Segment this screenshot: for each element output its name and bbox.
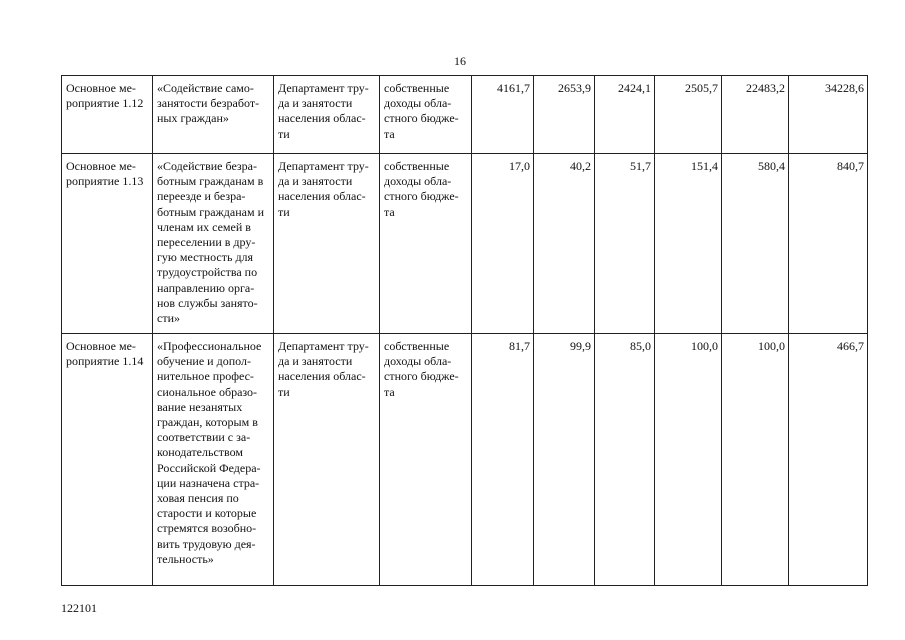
description-cell	[153, 76, 274, 154]
event-description: «Содействие безра- ботным гражданам в переезде и безра- ботным гражданам и членам их семей в переселении в дру- гую местность для трудоустройства по направлению орга- нов службы занято- сти»	[157, 159, 265, 326]
total-value-cell: 34228,6	[789, 76, 868, 154]
table-row	[62, 154, 868, 334]
value-cell: 17,0	[472, 154, 534, 334]
total-value-cell: 466,7	[789, 334, 868, 586]
value-cell: 85,0	[595, 334, 655, 586]
event-cell	[62, 334, 153, 586]
event-name: Основное ме- роприятие 1.12	[66, 81, 144, 111]
funding-source: собственные доходы обла- стного бюдже- та	[384, 339, 459, 399]
event-name: Основное ме- роприятие 1.14	[66, 339, 144, 369]
description-cell	[153, 154, 274, 334]
value-cell: 2653,9	[534, 76, 595, 154]
event-name: Основное ме- роприятие 1.13	[66, 159, 144, 189]
document-code: 122101	[61, 601, 97, 615]
executor-cell	[274, 334, 380, 586]
value-cell: 580,4	[722, 154, 789, 334]
event-executor: Департамент тру- да и занятости населения облас- ти	[278, 159, 369, 219]
value-cell: 4161,7	[472, 76, 534, 154]
total-value-cell: 840,7	[789, 154, 868, 334]
event-executor: Департамент тру- да и занятости населения облас- ти	[278, 81, 369, 141]
event-cell	[62, 76, 153, 154]
funding-source: собственные доходы обла- стного бюдже- та	[384, 159, 459, 219]
program-funding-table	[61, 75, 868, 586]
value-cell: 2505,7	[655, 76, 722, 154]
value-cell: 100,0	[655, 334, 722, 586]
table-row	[62, 334, 868, 586]
description-cell	[153, 334, 274, 586]
executor-cell	[274, 154, 380, 334]
value-cell: 100,0	[722, 334, 789, 586]
event-description: «Содействие само- занятости безработ- ных граждан»	[157, 81, 260, 126]
value-cell: 51,7	[595, 154, 655, 334]
value-cell: 40,2	[534, 154, 595, 334]
page-number: 16	[454, 54, 466, 68]
value-cell: 22483,2	[722, 76, 789, 154]
table-row	[62, 76, 868, 154]
event-description: «Профессиональное обучение и допол- нительное профес- сиональное образо- вание незанятых граждан, которым в соответствии с за- конодательством Российской Федера- ции назначена стра- ховая пенсия по старости и которые стремятся возобно- вить трудовую дея- тельность»	[157, 339, 262, 566]
source-cell	[380, 76, 472, 154]
event-cell	[62, 154, 153, 334]
source-cell	[380, 334, 472, 586]
value-cell: 99,9	[534, 334, 595, 586]
source-cell	[380, 154, 472, 334]
event-executor: Департамент тру- да и занятости населения облас- ти	[278, 339, 369, 399]
executor-cell	[274, 76, 380, 154]
value-cell: 151,4	[655, 154, 722, 334]
value-cell: 81,7	[472, 334, 534, 586]
value-cell: 2424,1	[595, 76, 655, 154]
funding-source: собственные доходы обла- стного бюдже- та	[384, 81, 459, 141]
